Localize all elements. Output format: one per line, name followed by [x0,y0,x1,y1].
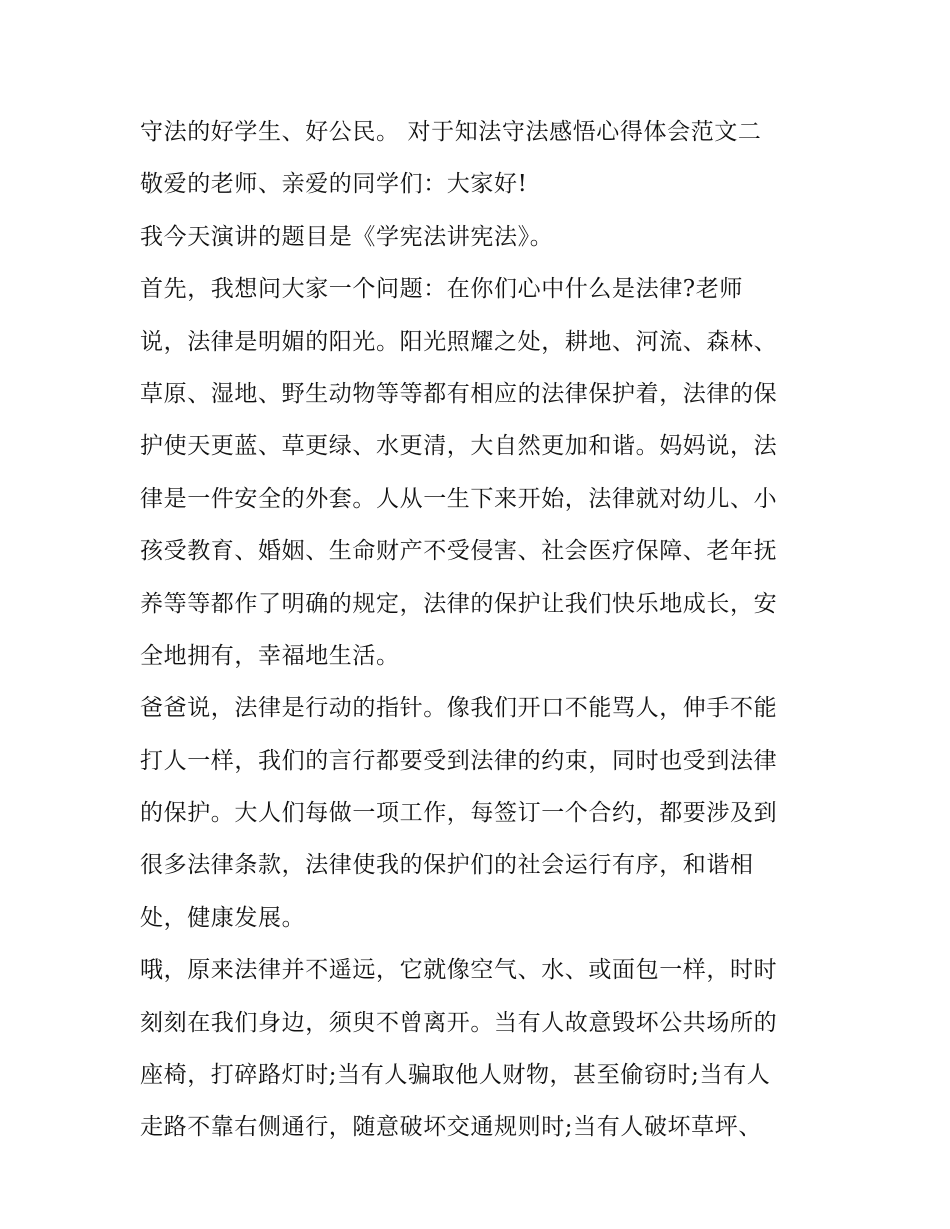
text-line: 走路不靠右侧通行，随意破坏交通规则时;当有人破坏草坪、 [140,1114,762,1141]
text-line: 养等等都作了明确的规定，法律的保护让我们快乐地成长，安 [140,590,778,617]
text-line: 处，健康发展。 [140,904,306,931]
text-line: 说，法律是明媚的阳光。阳光照耀之处，耕地、河流、森林、 [140,328,778,355]
text-line: 很多法律条款，法律使我的保护们的社会运行有序，和谐相 [140,852,754,879]
text-line: 律是一件安全的外套。人从一生下来开始，法律就对幼儿、小 [140,485,778,512]
text-line: 守法的好学生、好公民。 对于知法守法感悟心得体会范文二 [140,119,762,145]
document-body [140,106,820,1154]
text-line: 草原、湿地、野生动物等等都有相应的法律保护着，法律的保 [140,380,778,407]
text-line: 的保护。大人们每做一项工作，每签订一个合约，都要涉及到 [140,800,778,827]
text-line: 孩受教育、婚姻、生命财产不受侵害、社会医疗保障、老年抚 [140,538,778,565]
text-line: 护使天更蓝、草更绿、水更清，大自然更加和谐。妈妈说，法 [140,433,778,460]
text-line: 爸爸说，法律是行动的指针。像我们开口不能骂人，伸手不能 [140,695,778,722]
text-line: 打人一样，我们的言行都要受到法律的约束，同时也受到法律 [140,747,778,774]
text-line: 刻刻在我们身边，须臾不曾离开。当有人故意毁坏公共场所的 [140,1009,778,1036]
text-line: 首先，我想问大家一个问题：在你们心中什么是法律?老师 [140,276,743,303]
text-line: 我今天演讲的题目是《学宪法讲宪法》。 [140,223,554,250]
text-line: 座椅，打碎路灯时;当有人骗取他人财物，甚至偷窃时;当有人 [140,1062,771,1089]
text-line: 敬爱的老师、亲爱的同学们：大家好! [140,171,528,198]
text-line: 全地拥有，幸福地生活。 [140,642,400,669]
text-line: 哦，原来法律并不遥远，它就像空气、水、或面包一样，时时 [140,957,778,984]
